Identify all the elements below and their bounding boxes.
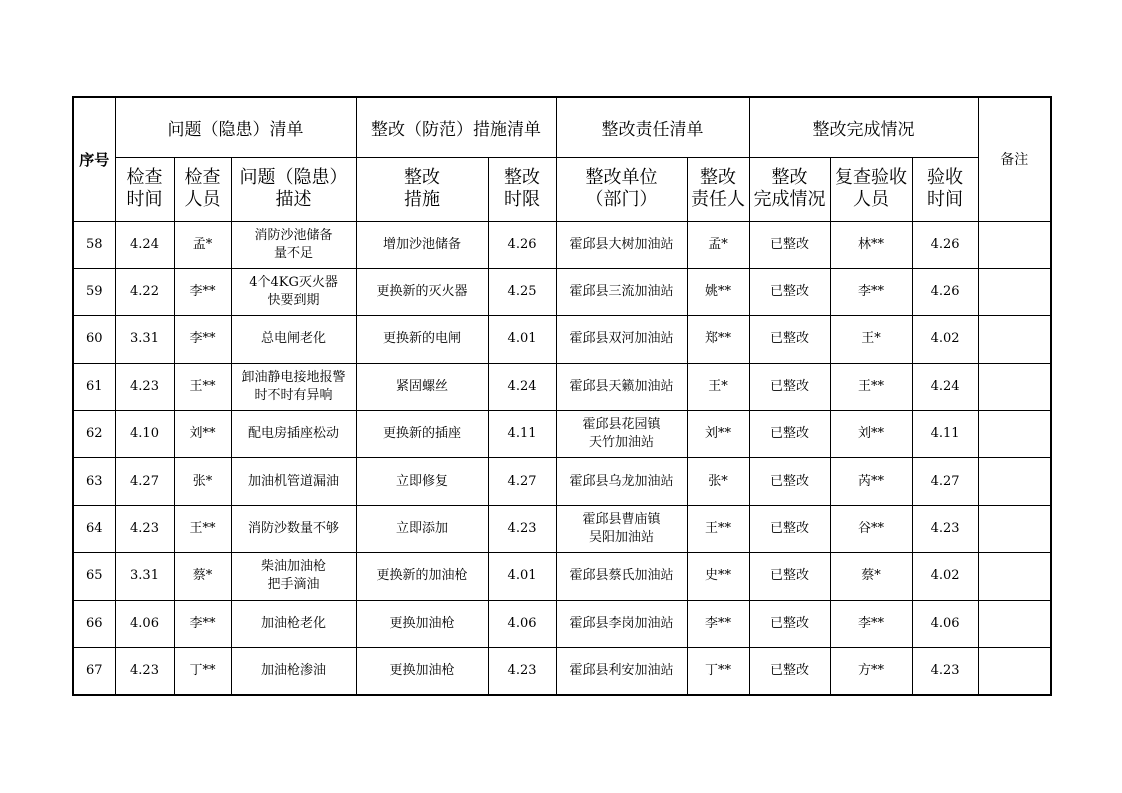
deadline-cell: 4.27: [488, 458, 556, 505]
reviewer-cell: 刘**: [830, 411, 912, 458]
reviewer-cell: 王*: [830, 316, 912, 363]
measure-cell: [356, 316, 488, 363]
deadline-cell: 4.25: [488, 268, 556, 315]
accept-time-cell: 4.24: [912, 363, 978, 410]
owner-cell: 王**: [687, 505, 749, 552]
owner-cell: 郑**: [687, 316, 749, 363]
reviewer-cell: 王**: [830, 363, 912, 410]
unit-cell: [556, 316, 687, 363]
measure-line: 增加沙池储备: [383, 236, 462, 252]
row-number-cell: 60: [73, 316, 115, 363]
issue-desc-cell: [231, 363, 356, 410]
header-seq: 序号: [73, 97, 115, 221]
remark-cell: [978, 505, 1051, 552]
unit-cell: [556, 268, 687, 315]
unit-cell: [556, 411, 687, 458]
measure-line: 更换新的插座: [383, 426, 462, 442]
issue-desc-line: 加油枪渗油: [261, 662, 327, 678]
unit-line: 吴阳加油站: [589, 530, 655, 546]
unit-line: 霍邱县花园镇: [582, 417, 661, 433]
measure-cell: [356, 411, 488, 458]
remark-cell: [978, 316, 1051, 363]
issue-desc-cell: [231, 505, 356, 552]
inspector-cell: 李**: [174, 600, 231, 647]
header-owner: [687, 157, 749, 221]
status-cell: 已整改: [749, 268, 830, 315]
unit-line: 霍邱县双河加油站: [569, 331, 674, 347]
issue-desc-line: 快要到期: [267, 293, 320, 309]
unit-cell: [556, 600, 687, 647]
measure-line: 更换加油枪: [389, 662, 455, 678]
deadline-cell: 4.01: [488, 553, 556, 600]
header-issue-desc-line: 问题（隐患）: [239, 167, 348, 188]
header-accept-time-line: 验收: [927, 167, 964, 188]
accept-time-cell: 4.26: [912, 221, 978, 268]
issue-desc-line: 把手滴油: [267, 577, 320, 593]
unit-line: 天竹加油站: [589, 435, 655, 451]
header-owner-line: 责任人: [691, 189, 746, 210]
unit-line: 霍邱县三流加油站: [569, 284, 674, 300]
unit-cell: [556, 553, 687, 600]
unit-cell: [556, 363, 687, 410]
unit-line: 霍邱县乌龙加油站: [569, 473, 674, 489]
measure-cell: [356, 363, 488, 410]
header-issue-desc-line: 描述: [275, 189, 312, 210]
unit-line: 霍邱县大树加油站: [569, 236, 674, 252]
measure-line: 更换加油枪: [389, 615, 455, 631]
check-time-cell: 3.31: [115, 553, 174, 600]
measure-line: 立即修复: [396, 473, 449, 489]
issue-desc-cell: [231, 648, 356, 695]
accept-time-cell: 4.02: [912, 553, 978, 600]
deadline-cell: 4.23: [488, 648, 556, 695]
accept-time-cell: 4.23: [912, 648, 978, 695]
check-time-cell: 4.23: [115, 648, 174, 695]
table-row: [73, 458, 1051, 505]
owner-cell: 张*: [687, 458, 749, 505]
remark-cell: [978, 268, 1051, 315]
measure-cell: [356, 648, 488, 695]
header-remark: 备注: [978, 97, 1051, 221]
measure-cell: [356, 600, 488, 647]
remark-cell: [978, 600, 1051, 647]
issue-desc-line: 加油机管道漏油: [248, 473, 340, 489]
header-responsibility-list: 整改责任清单: [556, 97, 749, 157]
reviewer-cell: 谷**: [830, 505, 912, 552]
row-number-cell: 66: [73, 600, 115, 647]
header-completion: 整改完成情况: [749, 97, 978, 157]
issue-desc-cell: [231, 553, 356, 600]
table-row: [73, 316, 1051, 363]
unit-line: 霍邱县曹庙镇: [582, 512, 661, 528]
inspector-cell: 刘**: [174, 411, 231, 458]
status-cell: 已整改: [749, 458, 830, 505]
header-deadline-line: 整改: [504, 167, 541, 188]
table-row: [73, 600, 1051, 647]
unit-line: 霍邱县李岗加油站: [569, 615, 674, 631]
inspector-cell: 孟*: [174, 221, 231, 268]
issue-desc-cell: [231, 316, 356, 363]
table-row: [73, 411, 1051, 458]
header-measure-line: 整改: [404, 167, 441, 188]
header-owner-line: 整改: [700, 167, 737, 188]
inspector-cell: 李**: [174, 316, 231, 363]
measure-cell: [356, 505, 488, 552]
status-cell: 已整改: [749, 648, 830, 695]
issue-desc-line: 加油枪老化: [261, 615, 327, 631]
reviewer-cell: 林**: [830, 221, 912, 268]
remark-cell: [978, 411, 1051, 458]
header-inspector-line: 检查: [184, 167, 221, 188]
issue-desc-line: 配电房插座松动: [248, 426, 340, 442]
reviewer-cell: 李**: [830, 268, 912, 315]
header-status: [749, 157, 830, 221]
row-number-cell: 64: [73, 505, 115, 552]
header-status-line: 整改: [771, 167, 808, 188]
owner-cell: 史**: [687, 553, 749, 600]
header-issue-list: 问题（隐患）清单: [115, 97, 356, 157]
check-time-cell: 3.31: [115, 316, 174, 363]
deadline-cell: 4.26: [488, 221, 556, 268]
deadline-cell: 4.24: [488, 363, 556, 410]
accept-time-cell: 4.27: [912, 458, 978, 505]
header-issue-desc: [231, 157, 356, 221]
owner-cell: 丁**: [687, 648, 749, 695]
header-reviewer-line: 人员: [853, 189, 890, 210]
remark-cell: [978, 458, 1051, 505]
header-check-time: [115, 157, 174, 221]
check-time-cell: 4.10: [115, 411, 174, 458]
header-unit-line: （部门）: [585, 189, 658, 210]
remark-cell: [978, 553, 1051, 600]
remark-cell: [978, 363, 1051, 410]
table-row: [73, 505, 1051, 552]
header-status-line: 完成情况: [753, 189, 826, 210]
table-row: [73, 553, 1051, 600]
header-accept-time-line: 时间: [927, 189, 964, 210]
row-number-cell: 59: [73, 268, 115, 315]
check-time-cell: 4.22: [115, 268, 174, 315]
owner-cell: 刘**: [687, 411, 749, 458]
table-row: [73, 221, 1051, 268]
inspector-cell: 王**: [174, 505, 231, 552]
remark-cell: [978, 648, 1051, 695]
check-time-cell: 4.23: [115, 505, 174, 552]
header-inspector-line: 人员: [184, 189, 221, 210]
inspector-cell: 蔡*: [174, 553, 231, 600]
status-cell: 已整改: [749, 600, 830, 647]
measure-line: 紧固螺丝: [396, 378, 449, 394]
issue-desc-cell: [231, 411, 356, 458]
issue-desc-line: 消防沙池储备: [254, 227, 333, 243]
row-number-cell: 62: [73, 411, 115, 458]
table-row: [73, 363, 1051, 410]
status-cell: 已整改: [749, 316, 830, 363]
unit-cell: [556, 221, 687, 268]
issue-desc-cell: [231, 458, 356, 505]
row-number-cell: 61: [73, 363, 115, 410]
rectification-table: [72, 96, 1052, 696]
issue-desc-line: 卸油静电接地报警: [241, 369, 346, 385]
accept-time-cell: 4.06: [912, 600, 978, 647]
unit-line: 霍邱县利安加油站: [569, 662, 674, 678]
owner-cell: 孟*: [687, 221, 749, 268]
issue-desc-line: 量不足: [274, 245, 314, 261]
check-time-cell: 4.23: [115, 363, 174, 410]
check-time-cell: 4.24: [115, 221, 174, 268]
header-deadline-line: 时限: [504, 189, 541, 210]
measure-cell: [356, 221, 488, 268]
inspector-cell: 李**: [174, 268, 231, 315]
inspector-cell: 丁**: [174, 648, 231, 695]
header-measure: [356, 157, 488, 221]
inspector-cell: 张*: [174, 458, 231, 505]
header-unit-line: 整改单位: [585, 167, 658, 188]
table-row: [73, 648, 1051, 695]
header-accept-time: [912, 157, 978, 221]
issue-desc-cell: [231, 268, 356, 315]
issue-desc-line: 总电闸老化: [261, 331, 327, 347]
remark-cell: [978, 221, 1051, 268]
measure-line: 更换新的电闸: [383, 331, 462, 347]
owner-cell: 王*: [687, 363, 749, 410]
issue-desc-cell: [231, 221, 356, 268]
issue-desc-line: 4个4KG灭火器: [249, 275, 338, 291]
row-number-cell: 65: [73, 553, 115, 600]
header-inspector: [174, 157, 231, 221]
deadline-cell: 4.06: [488, 600, 556, 647]
status-cell: 已整改: [749, 553, 830, 600]
issue-desc-line: 消防沙数量不够: [248, 521, 340, 537]
row-number-cell: 58: [73, 221, 115, 268]
issue-desc-line: 柴油加油枪: [261, 559, 327, 575]
accept-time-cell: 4.02: [912, 316, 978, 363]
unit-cell: [556, 648, 687, 695]
accept-time-cell: 4.23: [912, 505, 978, 552]
unit-line: 霍邱县蔡氏加油站: [569, 568, 674, 584]
deadline-cell: 4.11: [488, 411, 556, 458]
table-row: [73, 268, 1051, 315]
reviewer-cell: 蔡*: [830, 553, 912, 600]
reviewer-cell: 方**: [830, 648, 912, 695]
status-cell: 已整改: [749, 221, 830, 268]
header-reviewer: [830, 157, 912, 221]
unit-cell: [556, 505, 687, 552]
accept-time-cell: 4.11: [912, 411, 978, 458]
header-check-time-line: 时间: [126, 189, 163, 210]
measure-cell: [356, 268, 488, 315]
check-time-cell: 4.06: [115, 600, 174, 647]
issue-desc-cell: [231, 600, 356, 647]
header-check-time-line: 检查: [126, 167, 163, 188]
header-deadline: [488, 157, 556, 221]
header-unit: [556, 157, 687, 221]
check-time-cell: 4.27: [115, 458, 174, 505]
accept-time-cell: 4.26: [912, 268, 978, 315]
measure-cell: [356, 458, 488, 505]
status-cell: 已整改: [749, 411, 830, 458]
owner-cell: 姚**: [687, 268, 749, 315]
header-reviewer-line: 复查验收: [835, 167, 908, 188]
unit-cell: [556, 458, 687, 505]
measure-line: 更换新的灭火器: [376, 284, 468, 300]
issue-desc-line: 时不时有异响: [254, 387, 333, 403]
row-number-cell: 63: [73, 458, 115, 505]
measure-line: 立即添加: [396, 521, 449, 537]
measure-cell: [356, 553, 488, 600]
deadline-cell: 4.23: [488, 505, 556, 552]
status-cell: 已整改: [749, 363, 830, 410]
status-cell: 已整改: [749, 505, 830, 552]
row-number-cell: 67: [73, 648, 115, 695]
inspector-cell: 王**: [174, 363, 231, 410]
unit-line: 霍邱县天籁加油站: [569, 378, 674, 394]
reviewer-cell: 李**: [830, 600, 912, 647]
owner-cell: 李**: [687, 600, 749, 647]
header-measure-line: 措施: [404, 189, 441, 210]
header-measure-list: 整改（防范）措施清单: [356, 97, 556, 157]
deadline-cell: 4.01: [488, 316, 556, 363]
reviewer-cell: 芮**: [830, 458, 912, 505]
measure-line: 更换新的加油枪: [376, 568, 468, 584]
